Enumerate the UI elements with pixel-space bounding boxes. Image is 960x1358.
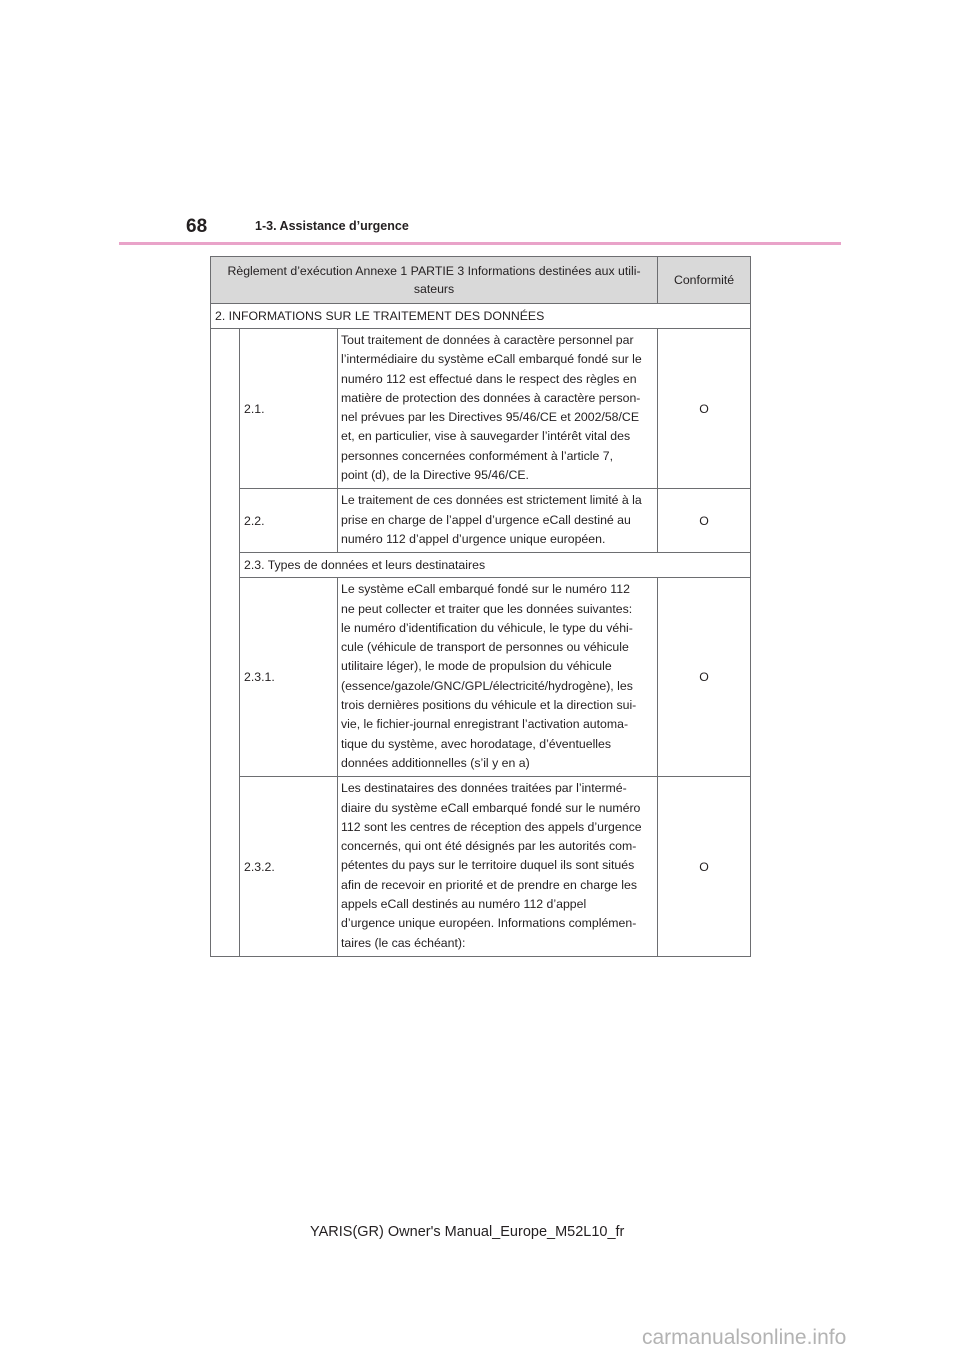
table-row [211, 329, 751, 489]
row-text-line: Le système eCall embarqué fondé sur le numéro 112 [341, 582, 630, 597]
row-text-line: le numéro d’identification du véhicule, le type du véhi- [341, 620, 633, 635]
row-text-line: cule (véhicule de transport de personnes ou véhicule [341, 640, 629, 655]
row-text-line: 112 sont les centres de réception des appels d’urgence [341, 819, 642, 834]
row-text-line: trois dernières positions du véhicule et la direction sui- [341, 698, 637, 713]
section-2-3-row [211, 553, 751, 578]
row-text-line: numéro 112 d’appel d’urgence unique européen. [341, 531, 606, 546]
row-text-line: matière de protection des données à caractère person- [341, 390, 641, 405]
row-text-line: pétentes du pays sur le territoire duquel ils sont situés [341, 858, 635, 873]
row-conformity: O [658, 578, 751, 777]
table-row [211, 578, 751, 777]
row-number: 2.2. [240, 489, 338, 553]
row-text [338, 329, 658, 489]
section-2-title: 2. INFORMATIONS SUR LE TRAITEMENT DES DONNÉES [211, 304, 751, 329]
row-text-line: taires (le cas échéant): [341, 935, 466, 950]
header-conformity: Conformité [658, 257, 751, 304]
header-rule [119, 242, 841, 245]
row-text-line: vie, le fichier-journal enregistrant l’activation automa- [341, 717, 629, 732]
row-text-line: Le traitement de ces données est strictement limité à la [341, 493, 642, 508]
row-conformity: O [658, 489, 751, 553]
header-regulation-line2: sateurs [413, 282, 455, 296]
row-text-line: ne peut collecter et traiter que les données suivantes: [341, 601, 633, 616]
row-text-line: prise en charge de l’appel d’urgence eCall destiné au [341, 512, 631, 527]
regulation-table [210, 256, 751, 957]
page-number: 68 [186, 216, 208, 237]
row-number: 2.1. [240, 329, 338, 489]
row-text-line: et, en particulier, vise à sauvegarder l’intérêt vital des [341, 429, 631, 444]
row-text-line: (essence/gazole/GNC/GPL/électricité/hydrogène), les [341, 678, 633, 693]
table-header-row [211, 257, 751, 304]
row-text-line: appels eCall destinés au numéro 112 d’appel [341, 897, 587, 912]
header-regulation-cell [211, 257, 658, 304]
row-text-line: personnes concernées conformément à l’article 7, [341, 448, 614, 463]
row-text-line: l’intermédiaire du système eCall embarqué fondé sur le [341, 352, 642, 367]
row-text-line: numéro 112 est effectué dans le respect des règles en [341, 371, 637, 386]
row-text-line: tique du système, avec horodatage, d’éventuelles [341, 736, 612, 751]
row-text-line: d’urgence unique européen. Informations complémen- [341, 916, 637, 931]
section-2-3-title: 2.3. Types de données et leurs destinataires [240, 553, 751, 578]
row-text-line: utilitaire léger), le mode de propulsion du véhicule [341, 659, 612, 674]
section-title: 1-3. Assistance d’urgence [255, 219, 409, 233]
row-text-line: Tout traitement de données à caractère personnel par [341, 333, 634, 347]
row-text [338, 489, 658, 553]
watermark: carmanualsonline.info [642, 1326, 847, 1349]
header-regulation-line1: Règlement d’exécution Annexe 1 PARTIE 3 Informations destinées aux utili- [227, 264, 641, 278]
row-text-line: afin de recevoir en priorité et de prendre en charge les [341, 877, 637, 892]
row-text-line: point (d), de la Directive 95/46/CE. [341, 468, 529, 483]
row-conformity: O [658, 777, 751, 957]
row-text-line: nel prévues par les Directives 95/46/CE et 2002/58/CE [341, 410, 640, 425]
row-number: 2.3.2. [240, 777, 338, 957]
row-conformity: O [658, 329, 751, 489]
row-text-line: Les destinataires des données traitées par l’intermé- [341, 781, 627, 796]
row-text-line: diaire du système eCall embarqué fondé sur le numéro [341, 800, 641, 815]
row-text-line: concernés, qui ont été désignés par les autorités com- [341, 839, 637, 854]
table-row [211, 777, 751, 957]
footer-manual-id: YARIS(GR) Owner's Manual_Europe_M52L10_fr [310, 1224, 625, 1240]
row-number: 2.3.1. [240, 578, 338, 777]
indent-cell [211, 329, 240, 957]
row-text-line: données additionnelles (s’il y en a) [341, 755, 530, 770]
table-row [211, 489, 751, 553]
row-text [338, 578, 658, 777]
section-2-row [211, 304, 751, 329]
row-text [338, 777, 658, 957]
